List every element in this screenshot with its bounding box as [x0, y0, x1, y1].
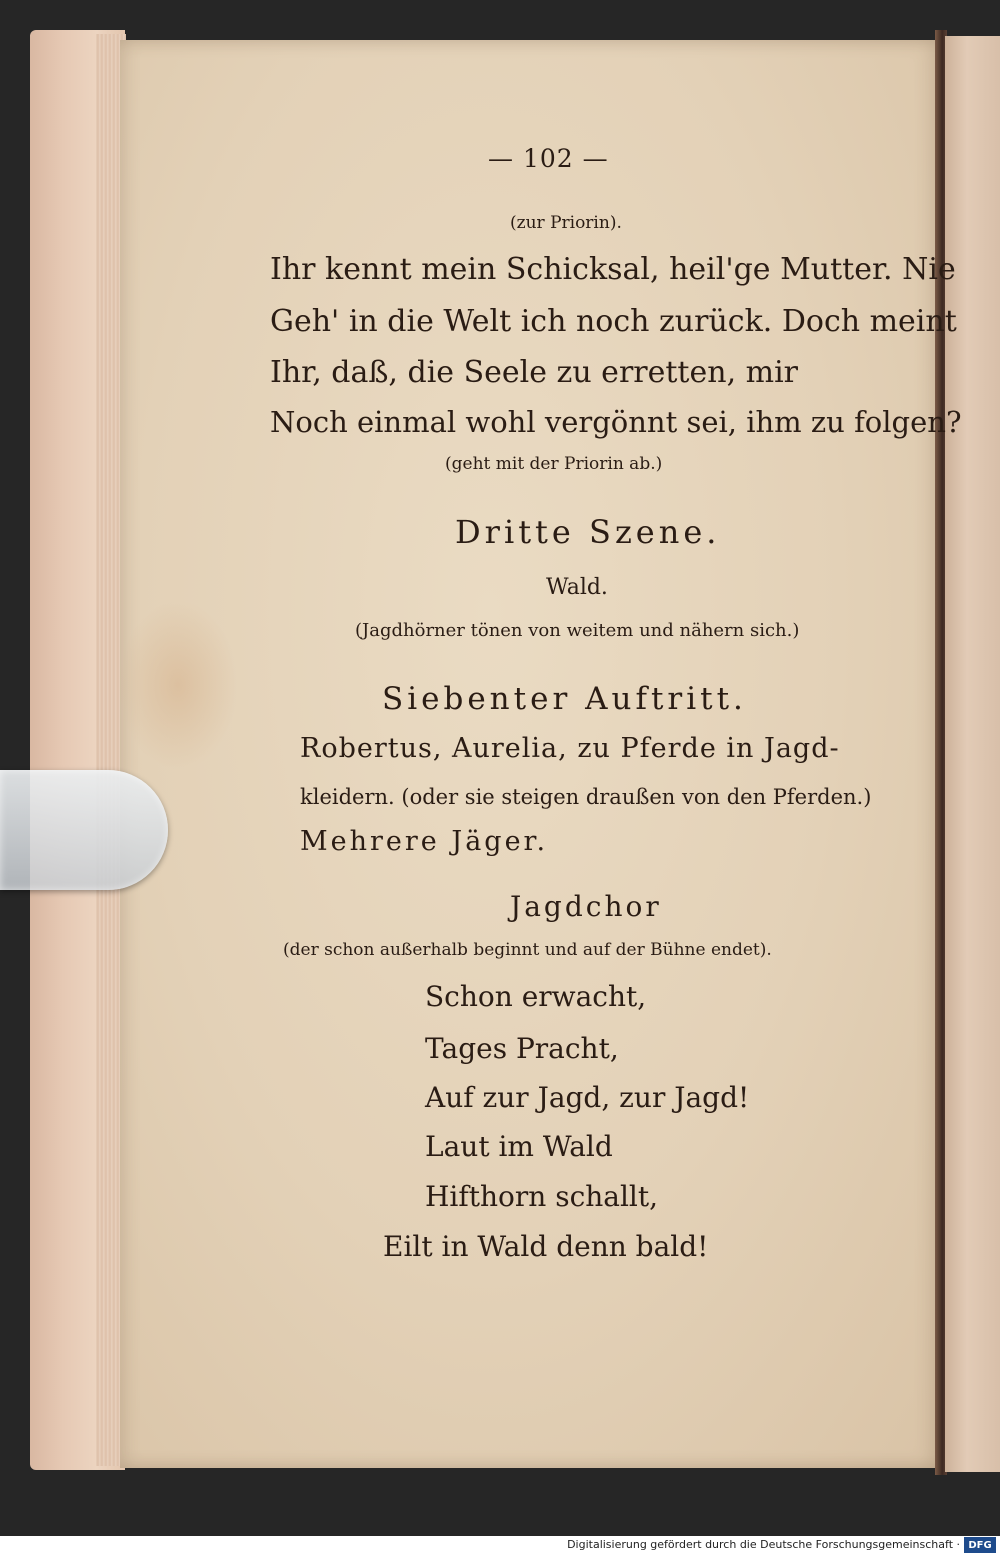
scene-setting: Wald.	[546, 575, 608, 600]
verse-line: Ihr, daß, die Seele zu erretten, mir	[270, 355, 799, 390]
stage-direction: (Jagdhörner tönen von weitem und nähern sich.)	[355, 620, 800, 641]
chorus-line: Hifthorn schallt,	[425, 1180, 659, 1213]
stage-direction: (der schon außerhalb beginnt und auf der Bühne endet).	[283, 940, 772, 960]
character-list: kleidern. (oder sie steigen draußen von den Pferden.)	[300, 785, 872, 809]
chorus-line: Tages Pracht,	[425, 1032, 619, 1065]
character-list: Mehrere Jäger.	[300, 826, 549, 857]
footer-credit: Digitalisierung gefördert durch die Deutsche Forschungsgemeinschaft ·	[567, 1538, 960, 1551]
stage-direction: (geht mit der Priorin ab.)	[445, 454, 663, 474]
chorus-line: Auf zur Jagd, zur Jagd!	[425, 1081, 750, 1114]
act-heading: Siebenter Auftritt.	[382, 681, 747, 717]
bookmark-clip	[0, 770, 168, 890]
dfg-logo: DFG	[964, 1537, 996, 1553]
stage-direction: (zur Priorin).	[510, 213, 622, 233]
chorus-line: Schon erwacht,	[425, 980, 647, 1013]
page-number: — 102 —	[488, 144, 609, 173]
character-list: Robertus, Aurelia, zu Pferde in Jagd-	[300, 733, 840, 764]
chorus-line: Laut im Wald	[425, 1130, 613, 1163]
chorus-heading: Jagdchor	[510, 890, 662, 923]
verse-line: Geh' in die Welt ich noch zurück. Doch meint	[270, 304, 957, 339]
scene-heading: Dritte Szene.	[455, 513, 721, 551]
paper-stain	[118, 600, 238, 770]
chorus-line: Eilt in Wald denn bald!	[383, 1230, 709, 1263]
verse-line: Noch einmal wohl vergönnt sei, ihm zu folgen?	[270, 405, 962, 439]
verse-line: Ihr kennt mein Schicksal, heil'ge Mutter. Nie	[270, 252, 956, 287]
